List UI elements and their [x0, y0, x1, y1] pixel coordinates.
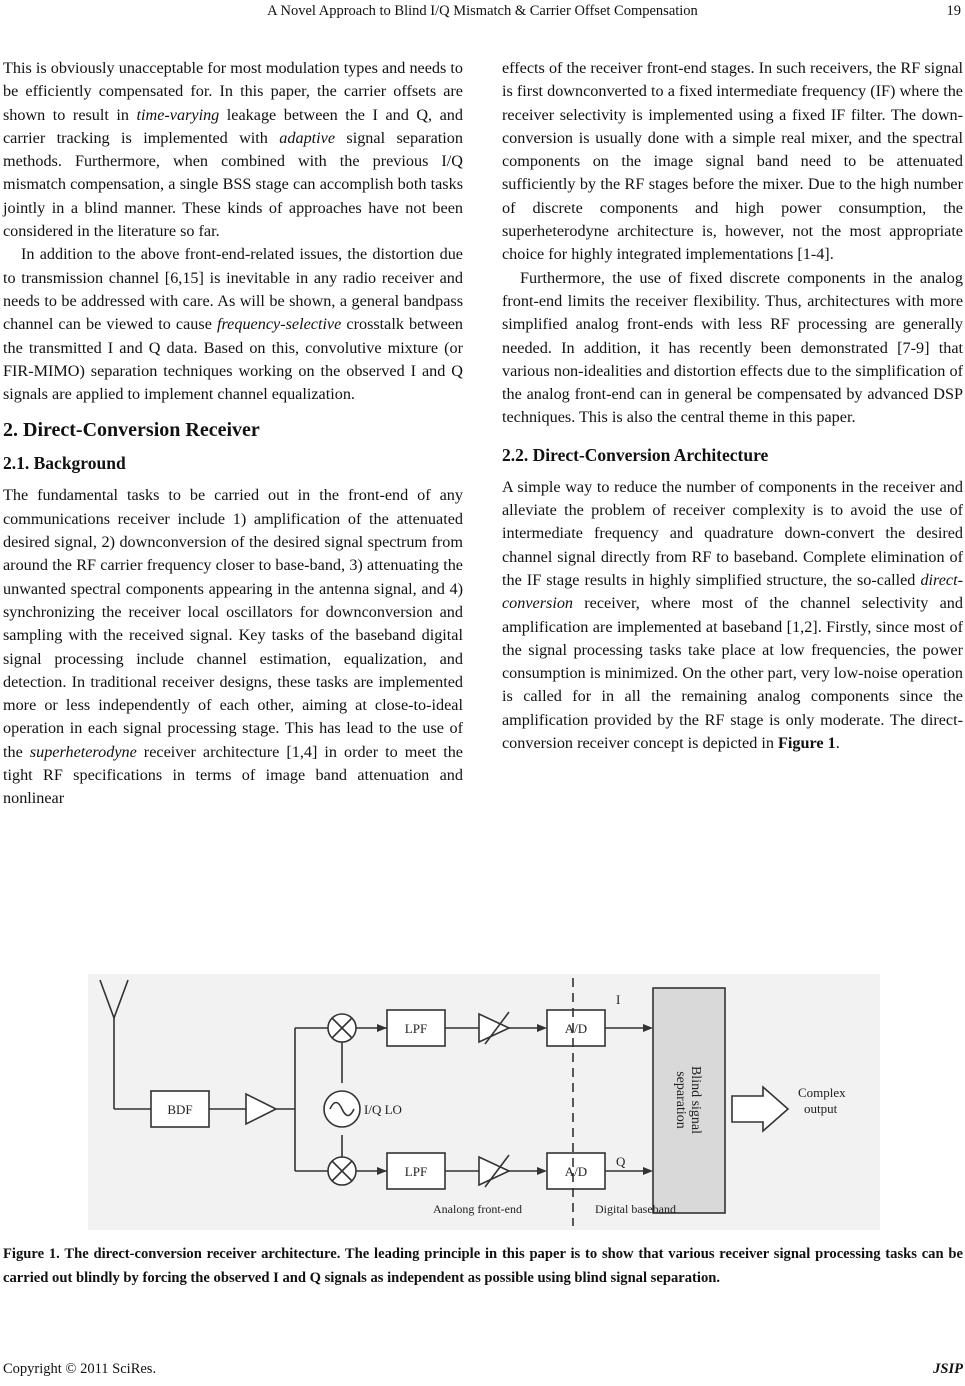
oscillator-icon [324, 1091, 360, 1127]
bss-label-line1: Blind signal [688, 1065, 703, 1135]
journal-name: JSIP [933, 1361, 963, 1377]
section-heading: 2. Direct-Conversion Receiver [3, 419, 260, 442]
paragraph: This is obviously unacceptable for most modulation types and needs to be efficiently compensated for. In this paper, the carrier offsets are shown to result in time-varying leakage between the I and Q, and carrier tracking is implemented with adaptive signal separation methods. Furthermore, when combined with the previous I/Q mismatch compensation, a single BSS stage can accomplish both tasks jointly in a blind manner. These kinds of approaches have not been considered in the literature so far. [3, 59, 463, 241]
lpf-i-label: LPF [404, 1021, 428, 1036]
ad-i-label: A/D [564, 1021, 588, 1036]
bss-label-line2: separation [673, 1071, 688, 1129]
lo-label: I/Q LO [364, 1102, 402, 1117]
subsection-heading: 2.2. Direct-Conversion Architecture [502, 444, 769, 465]
page-number: 19 [946, 3, 961, 19]
paragraph: In addition to the above front-end-related issues, the distortion due to transmission channel [6,15] is inevitable in any radio receiver and needs to be addressed with care. As will be shown, a general bandpass channel can be viewed to cause frequency-selective crosstalk between the transmitted I and Q data. Based on this, convolutive mixture (or FIR-MIMO) separation techniques working on the observed I and Q signals are applied to implement channel equalization. [3, 245, 463, 404]
subsection-heading: 2.1. Background [3, 453, 126, 474]
running-title: A Novel Approach to Blind I/Q Mismatch & Carrier Offset Compensation [267, 3, 698, 19]
left-column [3, 57, 463, 811]
i-channel-label: I [616, 992, 621, 1007]
bdf-label: BDF [167, 1102, 193, 1117]
copyright-notice: Copyright © 2011 SciRes. [3, 1361, 157, 1377]
paragraph: A simple way to reduce the number of components in the receiver and alleviate the problem of receiver complexity is to avoid the use of intermediate frequency and quadrature down-convert the desired channel signal directly from RF to baseband. Complete elimination of the IF stage results in highly simplified structure, the so-called direct-conversion receiver, where most of the channel selectivity and amplification are implemented at baseband [1,2]. Firstly, since most of the signal processing tasks take place at low frequencies, the power consumption is minimized. On the other part, very low-noise operation is called for in all the remaining analog components since the amplification provided by the RF stage is only moderate. The direct-conversion receiver concept is depicted in Figure 1. [502, 477, 963, 753]
paragraph: effects of the receiver front-end stages. In such receivers, the RF signal is first downconverted to a fixed intermediate frequency (IF) where the receiver selectivity is implemented using a fixed IF filter. The down-conversion is usually done with a simple real mixer, and the spectral components on the image signal band need to be attenuated sufficiently by the RF stages before the mixer. Due to the high number of discrete components and high power consumption, the superheterodyne architecture is, however, not the most appropriate choice for highly integrated implementations [1-4]. [502, 59, 963, 264]
output-label-line2: output [804, 1101, 838, 1116]
paragraph: The fundamental tasks to be carried out in the front-end of any communications receiver include 1) amplification of the attenuated desired signal, 2) downconversion of the desired signal spectrum from around the RF carrier frequency closer to base-band, 3) attenuating the unwanted spectral components appearing in the antenna signal, and 4) synchronizing the receiver local oscillators for downconversion and sampling with the received signal. Key tasks of the baseband digital signal processing include channel estimation, equalization, and detection. In traditional receiver designs, these tasks are implemented more or less independently of each other, aiming at close-to-ideal operation in each signal processing stage. This has lead to the use of the superheterodyne receiver architecture [1,4] in order to meet the tight RF specifications in terms of image band attenuation and nonlinear [3, 486, 463, 808]
q-channel-label: Q [616, 1154, 626, 1169]
figure-receiver-diagram [88, 974, 880, 1230]
mixer-i-icon [328, 1014, 356, 1042]
digital-baseband-label: Digital baseband [595, 1202, 676, 1216]
analog-front-end-label: Analong front-end [433, 1202, 522, 1216]
figure-caption: Figure 1. The direct-conversion receiver architecture. The leading principle in this paper is to show that various receiver signal processing tasks can be carried out blindly by forcing the observed I and Q signals as independent as possible using blind signal separation. [3, 1246, 963, 1286]
mixer-q-icon [328, 1157, 356, 1185]
receiver-block-diagram [88, 974, 880, 1230]
output-label-line1: Complex [798, 1085, 846, 1100]
lpf-q-label: LPF [404, 1164, 428, 1179]
paragraph: Furthermore, the use of fixed discrete components in the analog front-end limits the receiver flexibility. Thus, architectures with more simplified analog front-ends with less RF processing are generally needed. In addition, it has recently been demonstrated [7-9] that various non-idealities and distortion effects due to the simplification of the analog front-end can in general be compensated by advanced DSP techniques. This is also the central theme in this paper. [502, 268, 963, 427]
page-footer [3, 1361, 963, 1381]
running-header [0, 3, 965, 23]
right-column [502, 57, 963, 755]
ad-q-label: A/D [564, 1164, 588, 1179]
